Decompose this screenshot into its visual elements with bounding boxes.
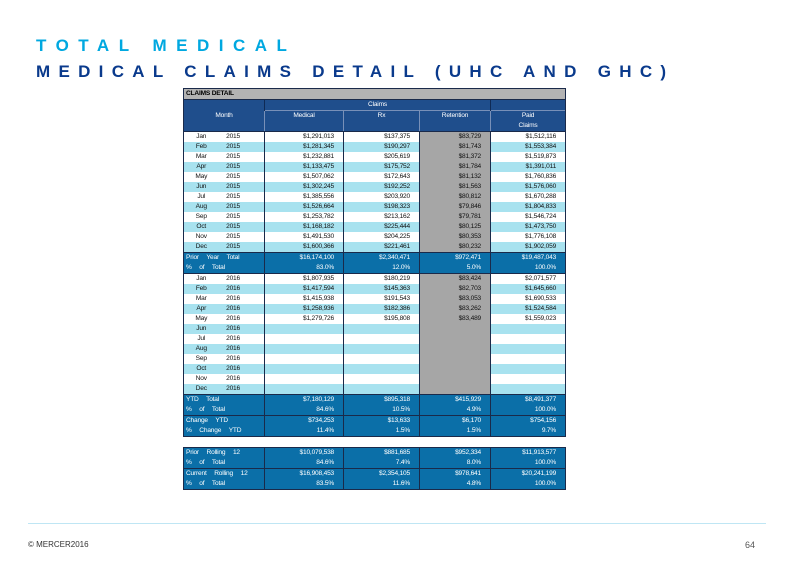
year-cell: 2016 [219,344,265,354]
table-row [184,152,566,162]
paid-cell [491,344,566,354]
table-row [184,274,566,285]
month-cell: Feb [184,142,219,152]
paid-cell: $1,760,836 [491,172,566,182]
year-cell: 2015 [219,152,265,162]
medical-cell: $1,807,935 [265,274,344,285]
paid-cell: $1,524,584 [491,304,566,314]
table-row [184,374,566,384]
retention-cell [420,324,491,334]
retention-cell [420,344,491,354]
claims-detail-table [183,88,566,490]
summary-retention: $972,471 [420,253,491,264]
medical-cell: $1,168,182 [265,222,344,232]
retention-cell [420,334,491,344]
summary-pct-paid: 9.7% [491,426,566,437]
summary-row [184,253,566,264]
medical-cell: $1,232,881 [265,152,344,162]
rx-cell: $175,752 [344,162,420,172]
header-blank-medical [265,121,344,132]
paid-cell [491,374,566,384]
summary-pct-paid: 100.0% [491,263,566,274]
year-cell: 2016 [219,294,265,304]
month-cell: Sep [184,212,219,222]
summary-paid: $8,491,377 [491,395,566,406]
summary-pct-rx: 1.5% [344,426,420,437]
summary-medical: $16,908,453 [265,469,344,480]
retention-cell: $81,132 [420,172,491,182]
paid-cell: $1,670,288 [491,192,566,202]
medical-cell: $1,507,062 [265,172,344,182]
summary-pct-row [184,458,566,469]
medical-cell: $1,253,782 [265,212,344,222]
summary-medical: $16,174,100 [265,253,344,264]
year-cell: 2015 [219,182,265,192]
rx-cell [344,384,420,395]
table-row [184,142,566,152]
rx-cell [344,354,420,364]
header-claims: Claims [265,100,491,111]
table-row [184,354,566,364]
summary-pct-retention: 1.5% [420,426,491,437]
year-cell: 2016 [219,354,265,364]
summary-label: Prior Year Total [184,253,265,264]
paid-cell: $1,553,384 [491,142,566,152]
medical-cell: $1,600,366 [265,242,344,253]
table-row [184,212,566,222]
summary-pct-retention: 4.8% [420,479,491,490]
year-cell: 2016 [219,304,265,314]
summary-paid: $20,241,199 [491,469,566,480]
year-cell: 2016 [219,274,265,285]
summary-pct-retention: 8.0% [420,458,491,469]
summary-retention: $415,929 [420,395,491,406]
rx-cell: $195,808 [344,314,420,324]
summary-row [184,416,566,427]
retention-cell: $80,353 [420,232,491,242]
medical-cell: $1,281,345 [265,142,344,152]
paid-cell: $1,559,023 [491,314,566,324]
medical-cell: $1,279,726 [265,314,344,324]
month-cell: Aug [184,202,219,212]
summary-pct-medical: 84.6% [265,458,344,469]
summary-pct-label: % of Total [184,405,265,416]
rx-cell: $145,363 [344,284,420,294]
retention-cell: $80,232 [420,242,491,253]
month-cell: Jul [184,334,219,344]
month-cell: Feb [184,284,219,294]
retention-cell: $81,784 [420,162,491,172]
header-retention: Retention [420,111,491,122]
header-spacer-right [491,100,566,111]
medical-cell: $1,291,013 [265,132,344,143]
summary-retention: $952,334 [420,448,491,459]
summary-label: Change YTD [184,416,265,427]
month-cell: Dec [184,242,219,253]
year-cell: 2015 [219,242,265,253]
year-cell: 2015 [219,162,265,172]
copyright: © MERCER2016 [28,540,89,549]
rx-cell [344,364,420,374]
year-cell: 2015 [219,212,265,222]
table-row [184,202,566,212]
header-blank-retention [420,121,491,132]
table-row [184,284,566,294]
summary-rx: $2,340,471 [344,253,420,264]
table-row [184,344,566,354]
summary-pct-medical: 83.0% [265,263,344,274]
table-row [184,232,566,242]
rx-cell: $190,297 [344,142,420,152]
retention-cell: $83,424 [420,274,491,285]
summary-rx: $895,318 [344,395,420,406]
rx-cell: $204,225 [344,232,420,242]
summary-medical: $10,079,538 [265,448,344,459]
rx-cell: $205,619 [344,152,420,162]
paid-cell: $1,776,108 [491,232,566,242]
table-row [184,304,566,314]
year-cell: 2015 [219,142,265,152]
paid-cell [491,354,566,364]
summary-pct-row [184,479,566,490]
month-cell: Mar [184,294,219,304]
medical-cell: $1,491,530 [265,232,344,242]
month-cell: Jan [184,132,219,143]
retention-cell: $81,563 [420,182,491,192]
summary-pct-row [184,263,566,274]
table-caption: CLAIMS DETAIL [184,89,566,100]
summary-pct-medical: 83.5% [265,479,344,490]
table-row [184,182,566,192]
month-cell: Apr [184,304,219,314]
table-row [184,364,566,374]
paid-cell: $1,902,059 [491,242,566,253]
medical-cell [265,354,344,364]
paid-cell [491,324,566,334]
table-row [184,172,566,182]
table-row [184,162,566,172]
retention-cell: $81,743 [420,142,491,152]
rx-cell: $137,375 [344,132,420,143]
month-cell: Nov [184,232,219,242]
medical-cell [265,374,344,384]
medical-cell [265,364,344,374]
retention-cell: $83,053 [420,294,491,304]
header-month: Month [184,111,265,122]
paid-cell: $1,546,724 [491,212,566,222]
summary-rx: $881,685 [344,448,420,459]
year-cell: 2016 [219,314,265,324]
retention-cell [420,384,491,395]
paid-cell [491,384,566,395]
month-cell: Jul [184,192,219,202]
rx-cell [344,334,420,344]
year-cell: 2016 [219,334,265,344]
month-cell: May [184,314,219,324]
table-row [184,222,566,232]
medical-cell [265,334,344,344]
summary-row [184,395,566,406]
table-row [184,132,566,143]
summary-rx: $13,633 [344,416,420,427]
summary-rx: $2,354,105 [344,469,420,480]
summary-pct-paid: 100.0% [491,458,566,469]
table-row [184,314,566,324]
rx-cell [344,344,420,354]
rx-cell: $225,444 [344,222,420,232]
summary-pct-medical: 84.6% [265,405,344,416]
summary-row [184,448,566,459]
paid-cell: $1,576,060 [491,182,566,192]
retention-cell: $83,262 [420,304,491,314]
medical-cell [265,344,344,354]
summary-row [184,469,566,480]
year-cell: 2015 [219,192,265,202]
month-cell: Dec [184,384,219,395]
summary-pct-rx: 7.4% [344,458,420,469]
summary-label: Prior Rolling 12 [184,448,265,459]
summary-pct-rx: 11.6% [344,479,420,490]
rx-cell: $221,461 [344,242,420,253]
month-cell: Jun [184,182,219,192]
table-row [184,384,566,395]
summary-paid: $11,913,577 [491,448,566,459]
summary-medical: $7,180,129 [265,395,344,406]
rx-cell: $172,643 [344,172,420,182]
header-blank-rx [344,121,420,132]
rx-cell: $213,162 [344,212,420,222]
rx-cell: $198,323 [344,202,420,212]
page-number: 64 [745,540,756,550]
retention-cell: $79,781 [420,212,491,222]
rx-cell [344,324,420,334]
medical-cell: $1,526,664 [265,202,344,212]
retention-cell: $82,703 [420,284,491,294]
summary-label: Current Rolling 12 [184,469,265,480]
summary-medical: $734,253 [265,416,344,427]
paid-cell: $1,519,873 [491,152,566,162]
month-cell: Oct [184,364,219,374]
retention-cell: $80,125 [420,222,491,232]
year-cell: 2015 [219,232,265,242]
month-cell: Apr [184,162,219,172]
month-cell: Aug [184,344,219,354]
summary-pct-paid: 100.0% [491,479,566,490]
month-cell: May [184,172,219,182]
paid-cell: $2,071,577 [491,274,566,285]
header-medical: Medical [265,111,344,122]
paid-cell: $1,512,116 [491,132,566,143]
rx-cell: $180,219 [344,274,420,285]
summary-pct-label: % of Total [184,263,265,274]
year-cell: 2016 [219,364,265,374]
paid-cell [491,364,566,374]
summary-retention: $6,170 [420,416,491,427]
month-cell: Jun [184,324,219,334]
page-title: TOTAL MEDICAL [36,36,297,55]
header-rx: Rx [344,111,420,122]
medical-cell [265,384,344,395]
retention-cell: $81,372 [420,152,491,162]
summary-pct-label: % Change YTD [184,426,265,437]
medical-cell: $1,385,556 [265,192,344,202]
year-cell: 2016 [219,324,265,334]
summary-pct-retention: 5.0% [420,263,491,274]
footer-divider [28,523,766,524]
summary-pct-medical: 11.4% [265,426,344,437]
medical-cell: $1,302,245 [265,182,344,192]
summary-pct-label: % of Total [184,458,265,469]
medical-cell: $1,133,475 [265,162,344,172]
month-cell: Mar [184,152,219,162]
month-cell: Nov [184,374,219,384]
summary-label: YTD Total [184,395,265,406]
summary-paid: $19,487,043 [491,253,566,264]
summary-pct-row [184,405,566,416]
header-paid-claims: Claims [491,121,566,132]
rx-cell [344,374,420,384]
retention-cell [420,354,491,364]
retention-cell: $80,812 [420,192,491,202]
year-cell: 2015 [219,132,265,143]
retention-cell [420,374,491,384]
summary-pct-rx: 12.0% [344,263,420,274]
summary-retention: $978,641 [420,469,491,480]
year-cell: 2015 [219,172,265,182]
rx-cell: $203,920 [344,192,420,202]
paid-cell: $1,645,660 [491,284,566,294]
month-cell: Oct [184,222,219,232]
medical-cell: $1,258,936 [265,304,344,314]
retention-cell: $83,729 [420,132,491,143]
header-paid: Paid [491,111,566,122]
summary-pct-paid: 100.0% [491,405,566,416]
summary-pct-rx: 10.5% [344,405,420,416]
paid-cell [491,334,566,344]
table-row [184,334,566,344]
summary-pct-row [184,426,566,437]
summary-pct-label: % of Total [184,479,265,490]
table-row [184,294,566,304]
header-month-blank [184,121,265,132]
row-gap-cell [184,437,566,448]
year-cell: 2016 [219,284,265,294]
medical-cell [265,324,344,334]
paid-cell: $1,473,750 [491,222,566,232]
retention-cell: $83,489 [420,314,491,324]
year-cell: 2015 [219,202,265,212]
paid-cell: $1,690,533 [491,294,566,304]
row-gap [184,437,566,448]
summary-paid: $754,156 [491,416,566,427]
page-subtitle: MEDICAL CLAIMS DETAIL (UHC AND GHC) [36,62,675,81]
retention-cell [420,364,491,374]
medical-cell: $1,417,594 [265,284,344,294]
table-row [184,192,566,202]
header-spacer [184,100,265,111]
year-cell: 2015 [219,222,265,232]
year-cell: 2016 [219,374,265,384]
rx-cell: $191,543 [344,294,420,304]
retention-cell: $79,846 [420,202,491,212]
rx-cell: $192,252 [344,182,420,192]
year-cell: 2016 [219,384,265,395]
table-row [184,242,566,253]
paid-cell: $1,804,833 [491,202,566,212]
paid-cell: $1,391,011 [491,162,566,172]
summary-pct-retention: 4.9% [420,405,491,416]
month-cell: Sep [184,354,219,364]
table-row [184,324,566,334]
rx-cell: $182,386 [344,304,420,314]
month-cell: Jan [184,274,219,285]
medical-cell: $1,415,938 [265,294,344,304]
